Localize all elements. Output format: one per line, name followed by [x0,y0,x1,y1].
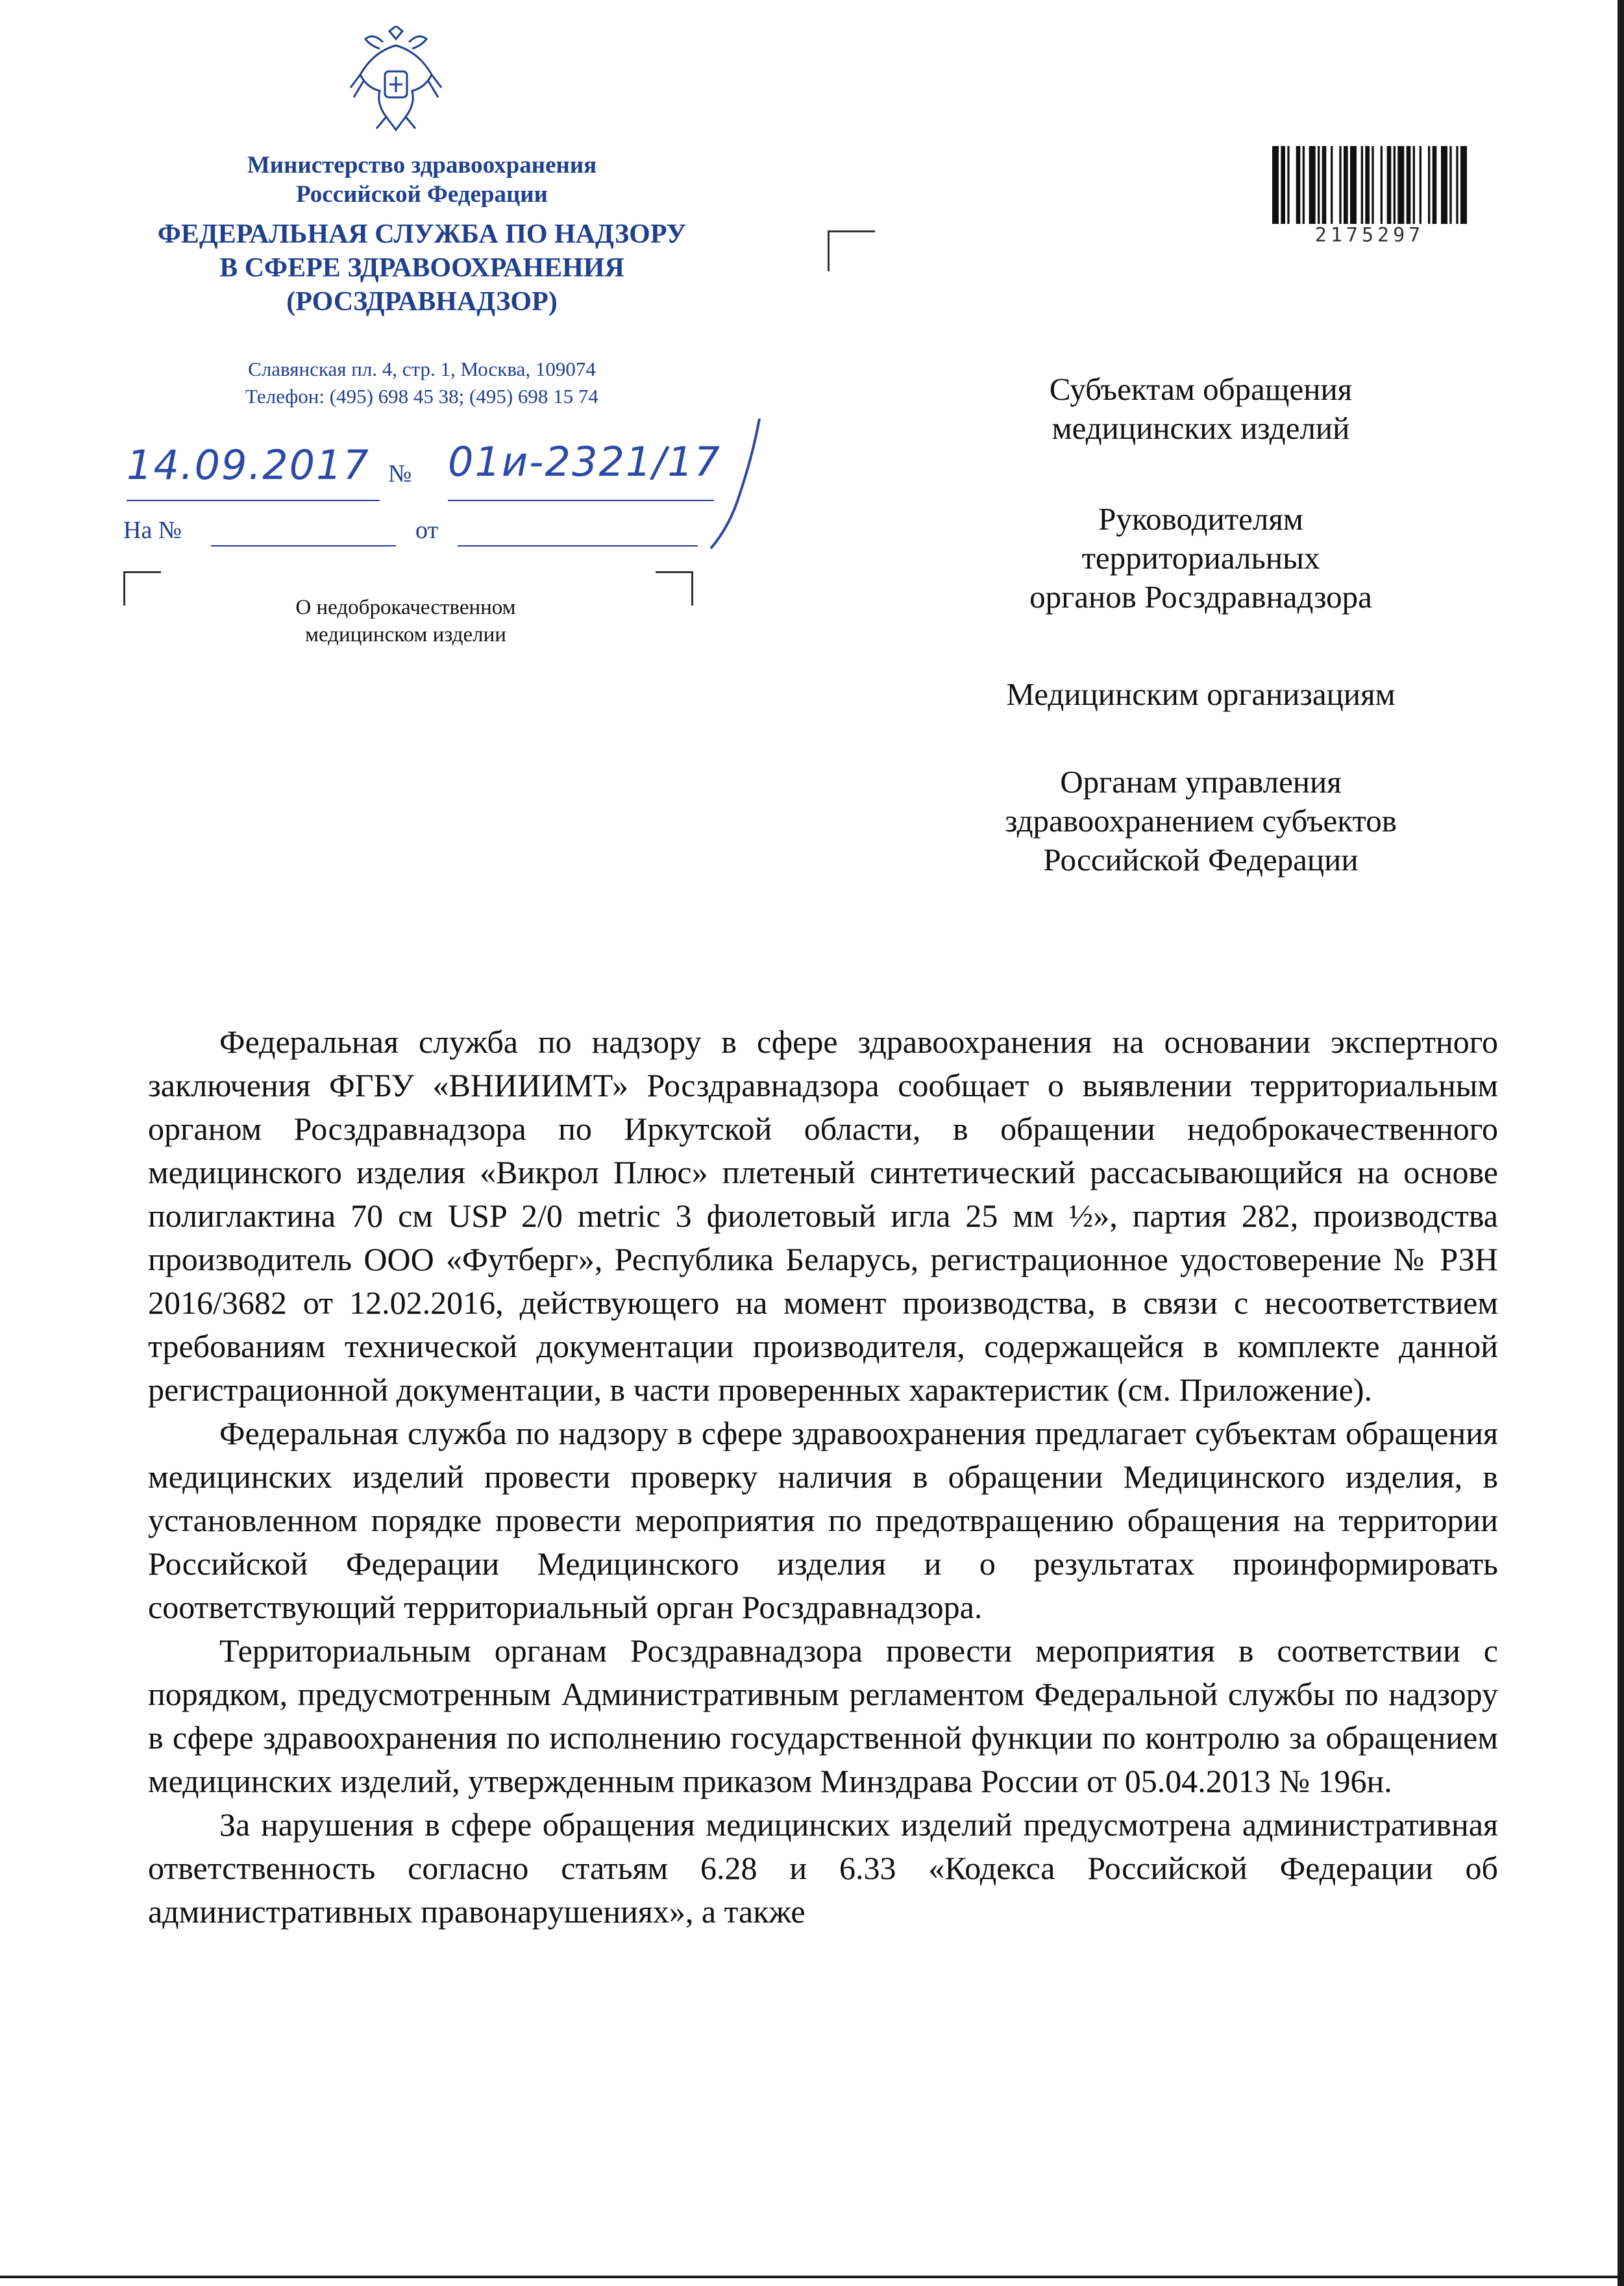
letter-subject [162,594,649,648]
address-line-2: Телефон: (495) 698 45 38; (495) 698 15 74 [245,385,598,408]
body-paragraph-2: Федеральная служба по надзору в сфере здравоохранения предлагает субъектам обращения медицинских изделий провести проверку наличия в обращении Медицинского изделия, в установленном порядке провести мероприятия по предотвращению обращения на территории Российской Федерации Медицинского изделия и о результатах проинформировать соответствующий территориальный орган Росздравнадзора. [148,1415,1498,1625]
addressee-1-line-1: Субъектам обращения [1049,371,1353,407]
addressee-4-line-2: здравоохранением субъектов [1005,803,1397,839]
handwritten-slash-icon [704,415,769,552]
addressee-4-line-1: Органам управления [1060,764,1342,800]
registration-date: 14.09.2017 [127,441,370,489]
body-paragraph-1: Федеральная служба по надзору в сфере здравоохранения на основании экспертного заключения ФГБУ «ВНИИИМТ» Росздравнадзора сообщает о выявлении территориальным органом Росздравнадзора по Иркутской области, в обращении недоброкачественного медицинского изделия «Викрол Плюс» плетеный синтетический рассасывающийся на основе полиглактина 70 см USP 2/0 metric 3 фиолетовый игла 25 мм ½», партия 282, производства производитель ООО «Футберг», Республика Беларусь, регистрационное удостоверение № РЗН 2016/3682 от 12.02.2016, действующего на момент производства, в связи с несоответствием требованиям технической документации производителя, содержащейся в комплекте данной регистрационной документации, в части проверенных характеристик (см. Приложение). [148,1024,1498,1408]
corner-mark-right [656,571,693,606]
barcode-icon [1272,146,1467,224]
scan-edge-bottom [0,2276,1624,2278]
addressee-4 [909,763,1493,879]
agency-name [97,217,746,319]
barcode-number: 2175297 [1314,224,1425,247]
number-label: № [388,460,412,487]
corner-mark-top [828,230,875,271]
reference-date-label: от [415,517,439,544]
number-underline [448,500,714,501]
letter-body [148,1020,1498,1934]
scan-edge-right [1618,0,1624,2286]
agency-line-2: В СФЕРЕ ЗДРАВООХРАНЕНИЯ [219,253,624,283]
registration-number: 01и-2321/17 [448,438,722,485]
agency-address [97,356,746,410]
reference-date-underline [458,545,698,547]
date-underline [127,500,380,501]
coat-of-arms-icon [347,26,445,133]
addressee-2 [909,500,1493,617]
addressee-2-line-3: органов Росздравнадзора [1029,579,1372,615]
subject-line-2: медицинском изделии [305,623,506,646]
addressee-3 [909,675,1493,714]
body-paragraph-4: За нарушения в сфере обращения медицинских изделий предусмотрена административная ответственность согласно статьям 6.28 и 6.33 «Кодекса Российской Федерации об административных правонарушениях», а также [148,1806,1498,1930]
reference-number-underline [211,545,396,547]
address-line-1: Славянская пл. 4, стр. 1, Москва, 109074 [248,358,596,380]
reference-number-label: На № [123,517,182,544]
body-paragraph-3: Территориальным органам Росздравнадзора провести мероприятия в соответствии с порядком, предусмотренным Административным регламентом Федеральной службы по надзору в сфере здравоохранения по исполнению государственной функции по контролю за обращением медицинских изделий, утвержденным приказом Минздрава России от 05.04.2013 № 196н. [148,1632,1498,1799]
subject-line-1: О недоброкачественном [295,596,516,619]
ministry-line-2: Российской Федерации [296,181,548,208]
addressee-1 [909,370,1493,448]
addressee-3-line-1: Медицинским организациям [1006,676,1396,712]
addressee-1-line-2: медицинских изделий [1052,410,1350,446]
addressee-2-line-2: территориальных [1081,540,1320,576]
corner-mark-left [123,571,161,606]
ministry-line-1: Министерство здравоохранения [247,152,597,178]
agency-line-1: ФЕДЕРАЛЬНАЯ СЛУЖБА ПО НАДЗОРУ [157,219,687,249]
addressee-4-line-3: Российской Федерации [1043,842,1359,878]
agency-line-3: (РОСЗДРАВНАДЗОР) [286,287,558,317]
ministry-name [97,151,746,209]
addressee-2-line-1: Руководителям [1098,501,1303,537]
